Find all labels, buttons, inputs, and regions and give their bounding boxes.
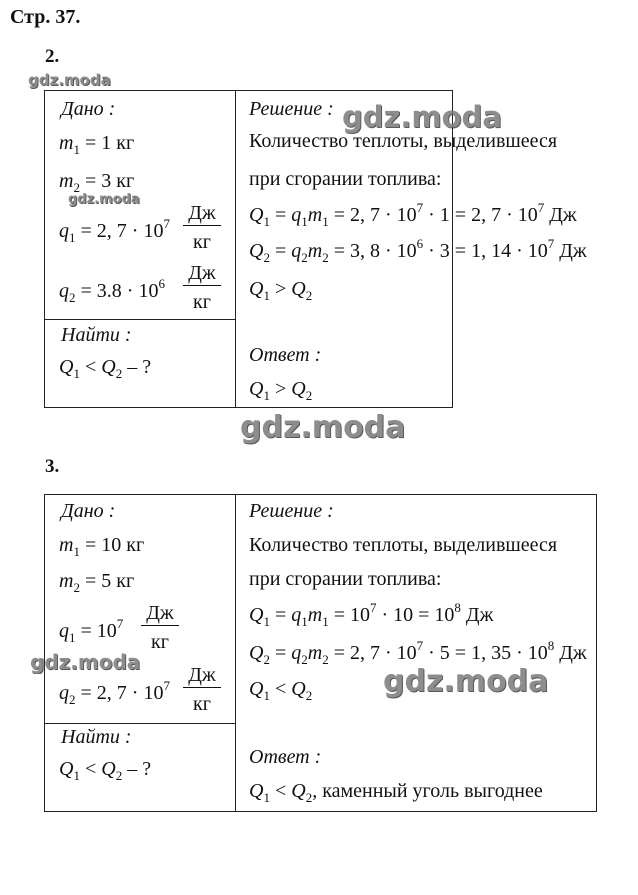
answer-title: Ответ : — [249, 344, 322, 366]
given-q2: $q_2 = 2$, $7 \cdot 10^7$ — [59, 678, 170, 707]
table-divider — [235, 91, 236, 407]
unit-fraction-q2: Дж кг — [183, 663, 221, 716]
given-q1: $q_1 = 10^7$ — [59, 616, 124, 645]
solution-text-2: при сгорании топлива: — [249, 168, 442, 190]
given-q2: $q_2 = 3.8 \cdot 10^6$ — [59, 276, 165, 305]
solution-title: Решение : — [249, 500, 334, 522]
problem-number: 2. — [45, 46, 60, 67]
given-m1: $m_1 = 1$ кг — [59, 132, 135, 157]
equation-q2: $Q_2 = q_2m_2 = 2$, $7 \cdot 10^7 \cdot 5 = 1$, $35 \cdot 10^8$ Дж — [249, 638, 587, 667]
answer-title: Ответ : — [249, 746, 322, 768]
watermark: gdz.moda — [342, 100, 502, 134]
find-question: $Q_1 < Q_2$ – ? — [59, 356, 152, 381]
unit-fraction-q2: Дж кг — [183, 261, 221, 314]
given-m2: $m_2 = 3$ кг — [59, 170, 135, 195]
comparison: $Q_1 < Q_2$ — [249, 678, 313, 703]
given-find-divider — [45, 319, 235, 320]
answer: $Q_1 > Q_2$ — [249, 378, 313, 403]
watermark: gdz.moda — [383, 664, 549, 699]
solution-title: Решение : — [249, 98, 334, 120]
solution-text-1: Количество теплоты, выделившееся — [249, 534, 558, 556]
watermark: gdz.moda — [68, 192, 140, 207]
watermark: gdz.moda — [30, 650, 141, 674]
find-title: Найти : — [61, 726, 132, 748]
watermark: gdz.moda — [28, 71, 111, 89]
given-title: Дано : — [61, 500, 116, 522]
given-title: Дано : — [61, 98, 116, 120]
unit-fraction-q1: Дж кг — [141, 601, 179, 654]
equation-q2: $Q_2 = q_2m_2 = 3$, $8 \cdot 10^6 \cdot 3 = 1$, $14 \cdot 10^7$ Дж — [249, 236, 587, 265]
unit-fraction-q1: Дж кг — [183, 201, 221, 254]
given-m2: $m_2 = 5$ кг — [59, 570, 135, 595]
equation-q1: $Q_1 = q_1m_1 = 10^7 \cdot 10 = 10^8$ Дж — [249, 600, 494, 629]
equation-q1: $Q_1 = q_1m_1 = 2$, $7 \cdot 10^7 \cdot 1 = 2$, $7 \cdot 10^7$ Дж — [249, 200, 577, 229]
given-q1: $q_1 = 2$, $7 \cdot 10^7$ — [59, 216, 170, 245]
problem-number: 3. — [45, 456, 60, 477]
find-title: Найти : — [61, 324, 132, 346]
page-header: Стр. 37. — [10, 6, 81, 28]
table-divider — [235, 495, 236, 811]
watermark: gdz.moda — [240, 410, 406, 445]
solution-text-2: при сгорании топлива: — [249, 568, 442, 590]
given-find-divider — [45, 723, 235, 724]
find-question: $Q_1 < Q_2$ – ? — [59, 758, 152, 783]
comparison: $Q_1 > Q_2$ — [249, 278, 313, 303]
solution-text-1: Количество теплоты, выделившееся — [249, 130, 558, 152]
given-m1: $m_1 = 10$ кг — [59, 534, 145, 559]
problem-2-table — [44, 90, 587, 408]
answer: $Q_1 < Q_2$, каменный уголь выгоднее — [249, 780, 543, 805]
